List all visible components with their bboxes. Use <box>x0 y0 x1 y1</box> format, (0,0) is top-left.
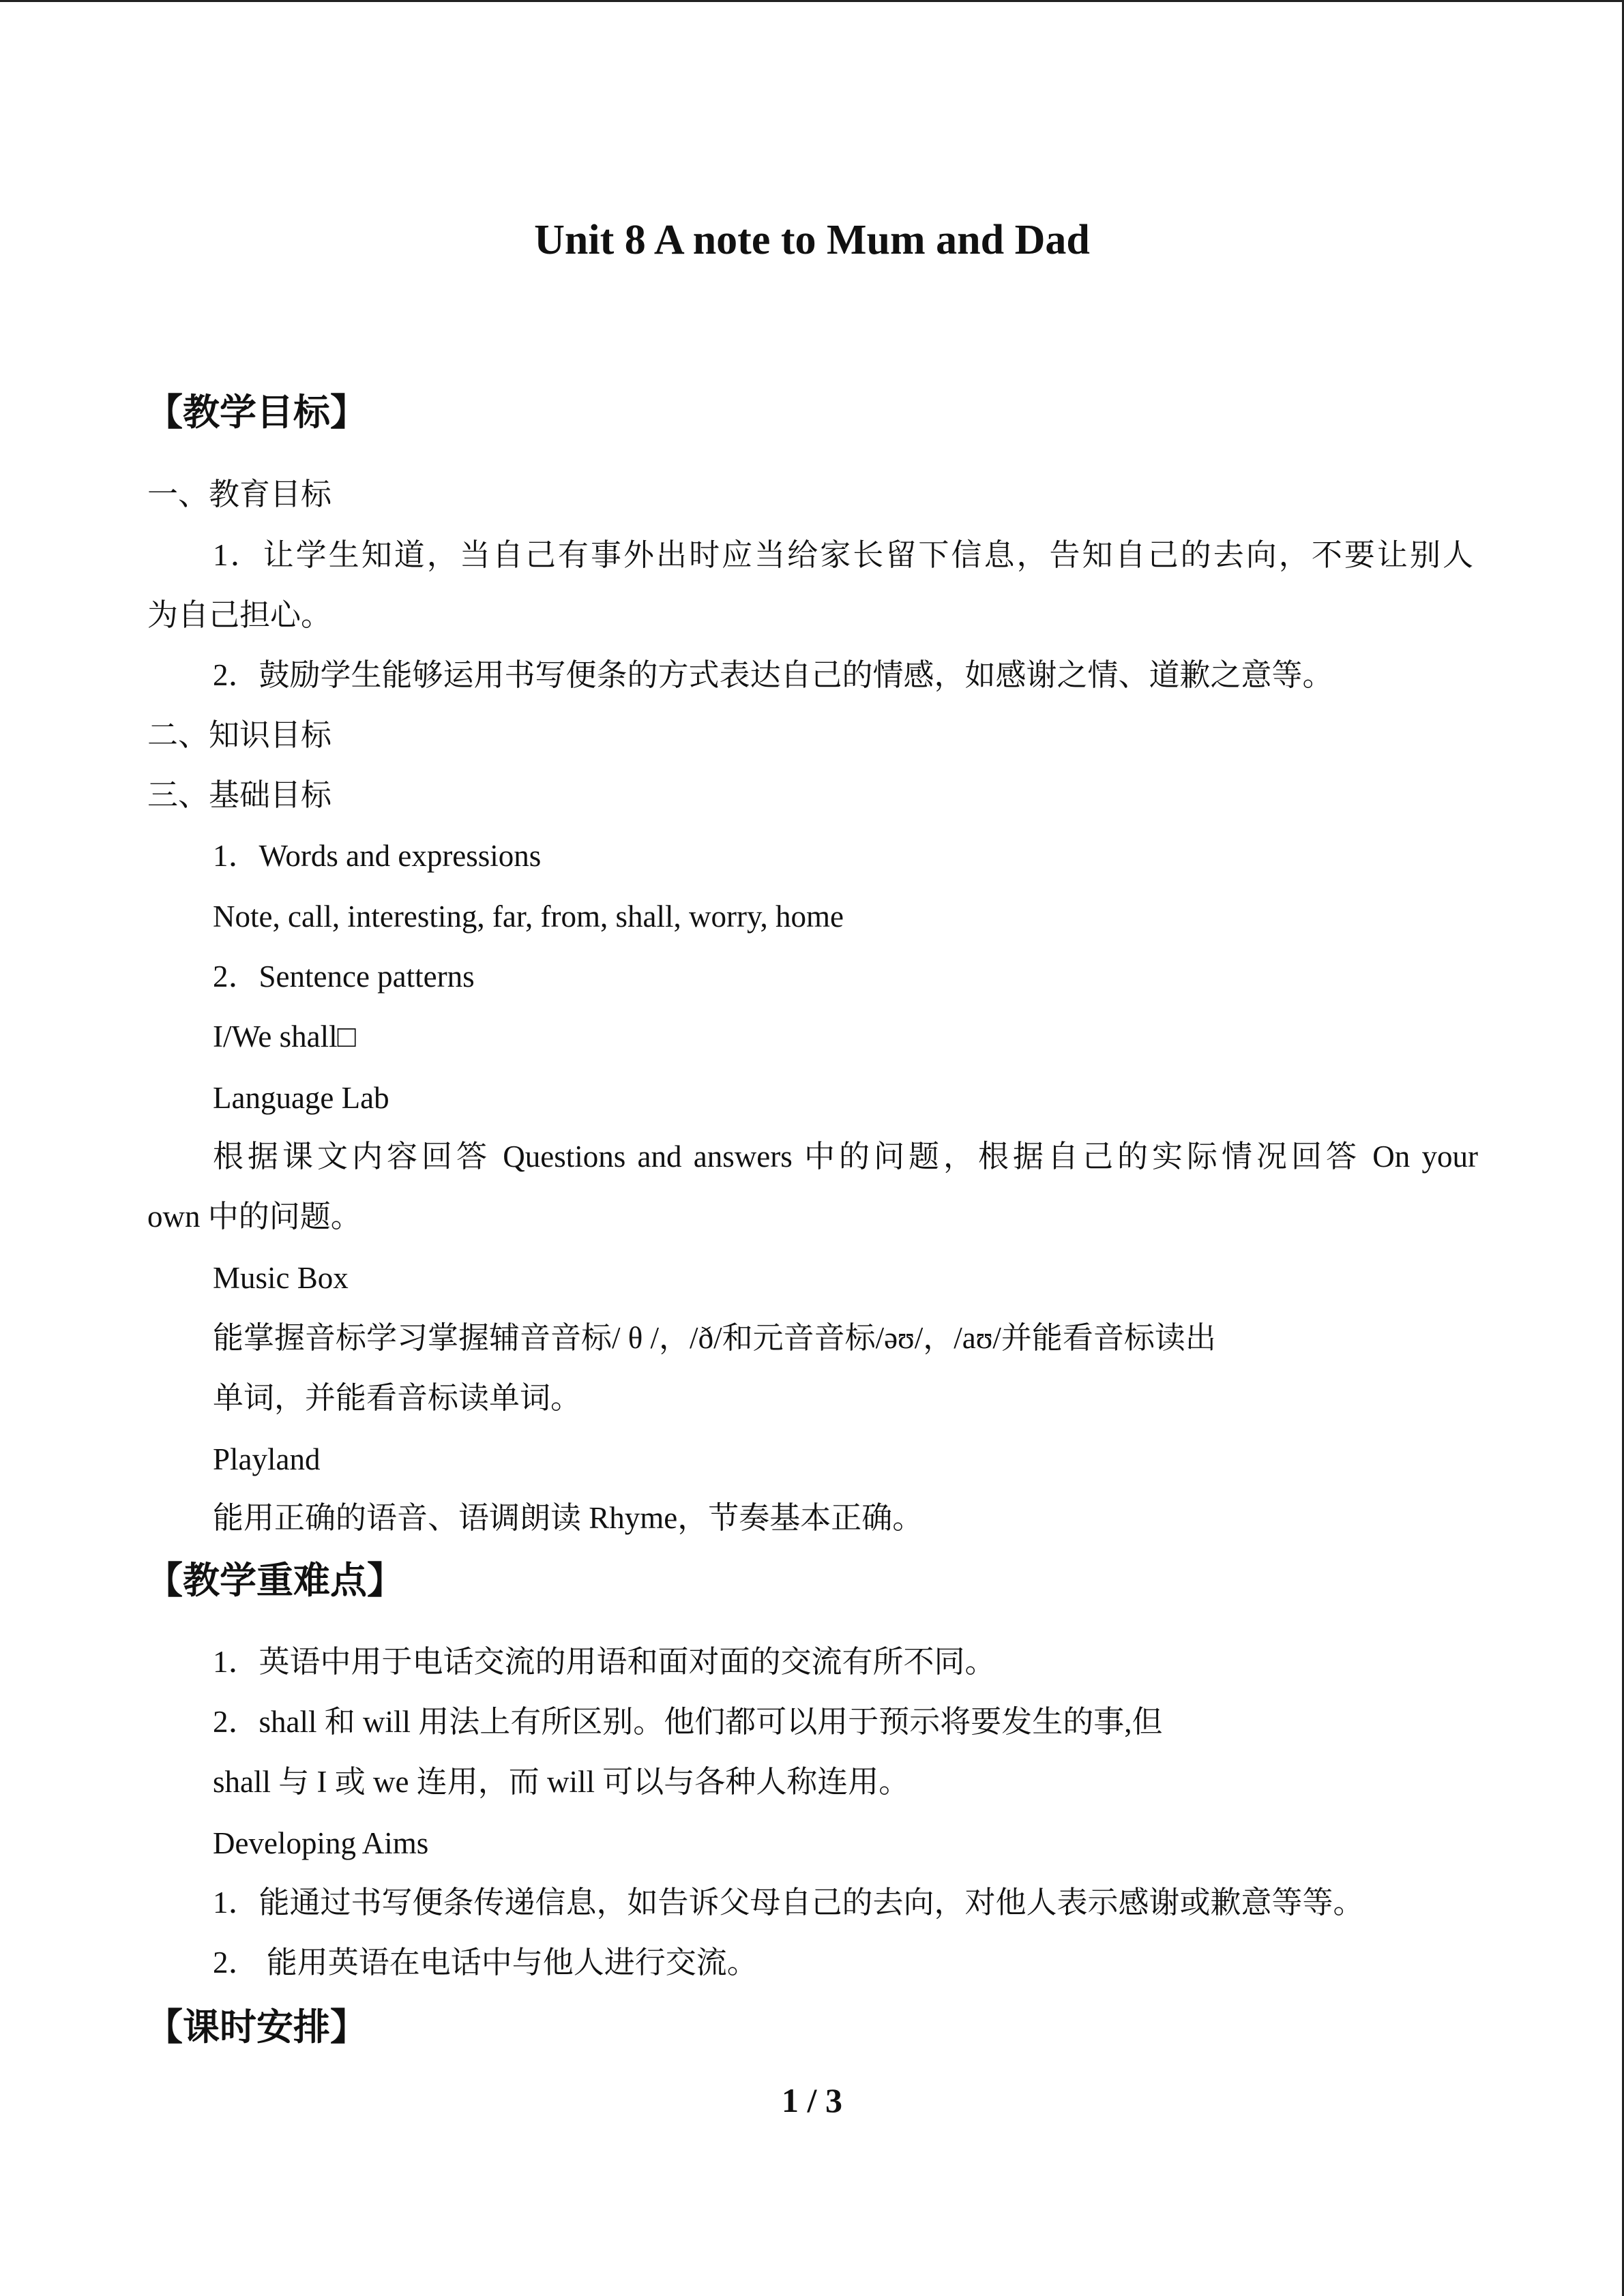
paragraph-edu-1-line-2: 为自己担心。 <box>147 598 332 632</box>
section-heading-objectives: 【教学目标】 <box>146 392 367 433</box>
heading-education-goal: 一、教育目标 <box>147 477 332 511</box>
language-lab-title: Language Lab <box>213 1081 389 1115</box>
key-point-2-line-2: shall 与 I 或 we 连用，而 will 可以与各种人称连用。 <box>213 1765 910 1799</box>
music-box-desc-line-2: 单词，并能看音标读单词。 <box>213 1381 582 1415</box>
words-title: 1．Words and expressions <box>213 839 542 873</box>
developing-aim-2: 2． 能用英语在电话中与他人进行交流。 <box>213 1945 758 1980</box>
page-number: 1 / 3 <box>782 2081 842 2119</box>
playland-desc: 能用正确的语音、语调朗读 Rhyme，节奏基本正确。 <box>213 1501 924 1535</box>
developing-aim-1: 1．能通过书写便条传递信息，如告诉父母自己的去向，对他人表示感谢或歉意等等。 <box>213 1885 1364 1920</box>
paragraph-edu-1-line-1: 1．让学生知道，当自己有事外出时应当给家长留下信息，告知自己的去向，不要让别人 <box>213 538 1473 572</box>
document-title: Unit 8 A note to Mum and Dad <box>534 217 1090 263</box>
sentence-patterns-title: 2．Sentence patterns <box>213 959 475 994</box>
heading-knowledge-goal: 二、知识目标 <box>147 718 332 752</box>
music-box-desc-line-1: 能掌握音标学习掌握辅音音标/ θ /，/ð/和元音音标/əʊ/，/aʊ/并能看音标读出 <box>213 1321 1216 1355</box>
language-lab-desc-line-1: 根据课文内容回答 Questions and answers 中的问题，根据自己的实际情况回答 On your <box>213 1139 1478 1174</box>
section-heading-key-points: 【教学重难点】 <box>146 1560 404 1601</box>
language-lab-desc-line-2: own 中的问题。 <box>147 1199 361 1234</box>
paragraph-edu-2: 2．鼓励学生能够运用书写便条的方式表达自己的情感，如感谢之情、道歉之意等。 <box>213 658 1333 692</box>
key-point-1: 1．英语中用于电话交流的用语和面对面的交流有所不同。 <box>213 1645 996 1679</box>
sentence-example: I/We shall□ <box>213 1019 356 1054</box>
section-heading-schedule: 【课时安排】 <box>146 2007 367 2048</box>
developing-aims-title: Developing Aims <box>213 1826 429 1860</box>
words-list: Note, call, interesting, far, from, shall, worry, home <box>213 899 844 934</box>
heading-basic-goal: 三、基础目标 <box>147 778 332 812</box>
music-box-title: Music Box <box>213 1261 349 1295</box>
key-point-2-line-1: 2．shall 和 will 用法上有所区别。他们都可以用于预示将要发生的事,但 <box>213 1705 1163 1739</box>
playland-title: Playland <box>213 1442 321 1476</box>
